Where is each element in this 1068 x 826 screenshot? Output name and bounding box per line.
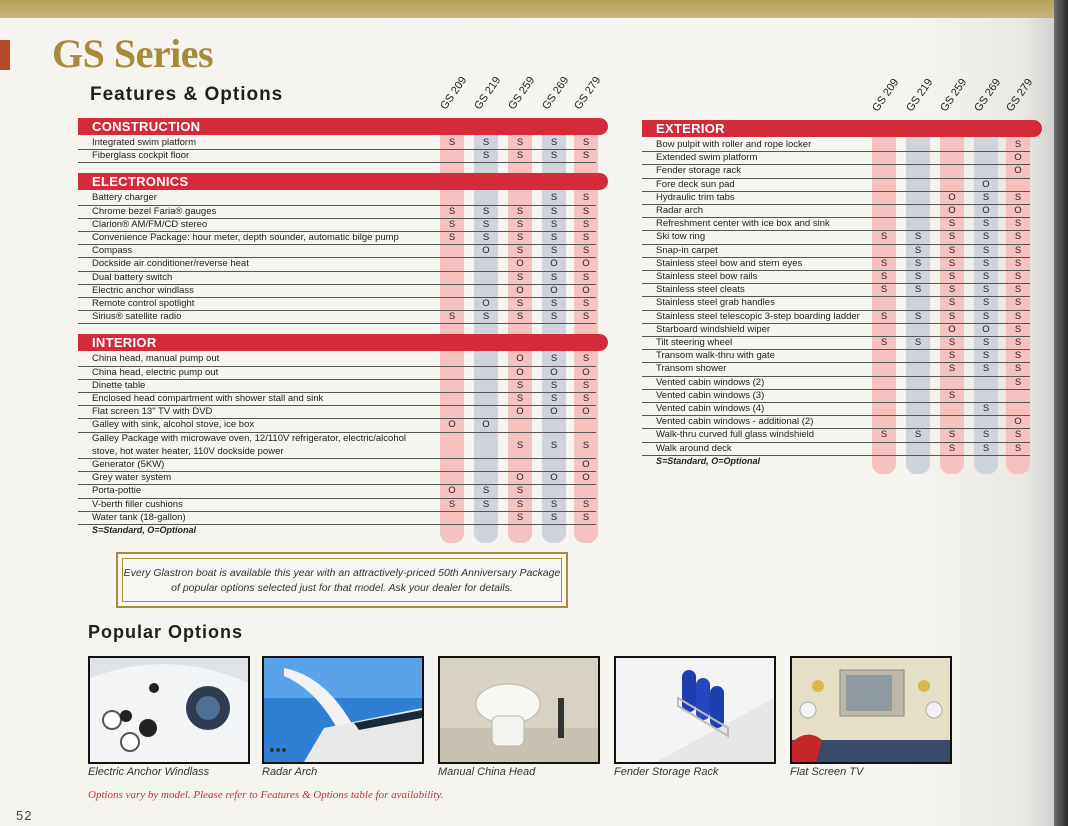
availability-cell: O xyxy=(1014,152,1022,164)
availability-cell: S xyxy=(948,231,956,243)
feature-name: Vented cabin windows (4) xyxy=(656,403,765,414)
availability-cell: S xyxy=(914,337,922,348)
availability-cell: O xyxy=(948,323,956,335)
feature-name: Transom shower xyxy=(656,363,727,375)
feature-row xyxy=(78,380,596,393)
availability-cell: S xyxy=(516,485,524,497)
feature-name: Transom walk-thru with gate xyxy=(656,350,775,362)
availability-cell: S xyxy=(582,232,590,243)
availability-cell: O xyxy=(982,178,990,190)
availability-cell: O xyxy=(516,406,524,418)
model-label: GS 279 xyxy=(1004,76,1036,114)
model-label: GS 279 xyxy=(572,74,604,112)
availability-cell: S xyxy=(914,271,922,282)
availability-cell: S xyxy=(914,231,922,243)
availability-cell: S xyxy=(582,205,590,217)
model-label: GS 219 xyxy=(472,74,504,112)
availability-cell: S xyxy=(880,271,888,282)
availability-cell: S xyxy=(582,439,590,451)
availability-cell: S xyxy=(1014,284,1022,296)
feature-row xyxy=(78,499,596,512)
feature-row xyxy=(78,472,596,485)
feature-row xyxy=(78,367,596,380)
model-label: GS 259 xyxy=(938,76,970,114)
feature-row xyxy=(642,258,1030,271)
availability-cell: O xyxy=(448,485,456,497)
availability-cell: S xyxy=(948,271,956,282)
availability-cell: O xyxy=(982,205,990,216)
availability-cell: S xyxy=(550,379,558,391)
availability-cell: S xyxy=(448,205,456,217)
feature-name: Bow pulpit with roller and rope locker xyxy=(656,139,812,150)
availability-cell: S xyxy=(550,218,558,230)
feature-name: Water tank (18-gallon) xyxy=(92,511,186,523)
availability-cell: S xyxy=(582,137,590,148)
feature-row xyxy=(642,231,1030,244)
availability-cell: S xyxy=(880,284,888,296)
model-label: GS 209 xyxy=(870,76,902,114)
availability-cell: S xyxy=(482,218,490,230)
availability-cell: O xyxy=(550,366,558,378)
availability-cell: O xyxy=(516,366,524,378)
radar-arch-photo xyxy=(262,656,424,764)
availability-cell: S xyxy=(1014,337,1022,348)
availability-cell: S xyxy=(982,297,990,309)
feature-name: Extended swim platform xyxy=(656,152,758,164)
availability-cell: S xyxy=(516,218,524,230)
availability-cell: S xyxy=(550,192,558,204)
feature-name: Hydraulic trim tabs xyxy=(656,191,735,203)
feature-name: Stainless steel cleats xyxy=(656,284,745,296)
caption-radar-arch: Radar Arch xyxy=(262,766,318,778)
feature-name: Fender storage rack xyxy=(656,165,742,177)
options-footnote: Options vary by model. Please refer to Features & Options table for availability. xyxy=(88,789,444,801)
availability-cell: S xyxy=(948,244,956,256)
feature-name: Walk-thru curved full glass windshield xyxy=(656,429,815,441)
availability-cell: S xyxy=(550,205,558,217)
feature-name: Vented cabin windows (3) xyxy=(656,389,765,401)
availability-cell: S xyxy=(1014,218,1022,230)
availability-cell: S xyxy=(582,393,590,404)
availability-cell: S xyxy=(582,498,590,510)
availability-cell: O xyxy=(1014,416,1022,428)
availability-cell: S xyxy=(914,244,922,256)
feature-row xyxy=(78,206,596,219)
binding-shadow xyxy=(1054,0,1068,826)
availability-cell: S xyxy=(914,310,922,322)
availability-cell: S xyxy=(582,379,590,391)
availability-cell: O xyxy=(550,284,558,296)
feature-row xyxy=(642,165,1030,178)
feature-name: Flat screen 13" TV with DVD xyxy=(92,406,213,418)
feature-name: China head, electric pump out xyxy=(92,366,219,378)
section-title: INTERIOR xyxy=(92,335,157,351)
feature-name: Remote control spotlight xyxy=(92,298,195,309)
availability-cell: O xyxy=(582,406,590,418)
availability-cell: S xyxy=(982,310,990,322)
feature-name: Vented cabin windows - additional (2) xyxy=(656,416,814,428)
availability-cell: S xyxy=(914,284,922,296)
availability-cell: S xyxy=(582,353,590,365)
feature-name: Refreshment center with ice box and sink xyxy=(656,218,830,230)
feature-name: Stainless steel bow rails xyxy=(656,271,758,282)
feature-row xyxy=(78,512,596,525)
availability-cell: S xyxy=(982,363,990,375)
availability-cell: O xyxy=(582,284,590,296)
availability-cell: S xyxy=(482,137,490,148)
feature-name: Galley with sink, alcohol stove, ice box xyxy=(92,419,255,431)
feature-row xyxy=(78,353,596,366)
availability-cell: S xyxy=(448,498,456,510)
availability-cell: O xyxy=(582,258,590,270)
section-title: CONSTRUCTION xyxy=(92,119,201,134)
caption-flat-screen-tv: Flat Screen TV xyxy=(790,766,864,778)
caption-anchor-windlass: Electric Anchor Windlass xyxy=(88,766,210,778)
availability-cell: S xyxy=(550,298,558,309)
availability-cell: S xyxy=(948,350,956,362)
feature-name: Stainless steel grab handles xyxy=(656,297,775,309)
feature-row xyxy=(78,192,596,205)
feature-name: Stainless steel telescopic 3-step boarding ladder xyxy=(656,310,860,322)
feature-name: Dual battery switch xyxy=(92,271,173,283)
availability-cell: S xyxy=(482,311,490,323)
feature-row xyxy=(642,297,1030,310)
availability-cell: S xyxy=(1014,442,1022,454)
availability-cell: S xyxy=(582,150,590,162)
availability-cell: S xyxy=(516,311,524,323)
availability-cell: S xyxy=(516,232,524,243)
feature-name: Starboard windshield wiper xyxy=(656,323,771,335)
availability-cell: O xyxy=(448,419,456,431)
feature-name: Dinette table xyxy=(92,379,146,391)
availability-cell: S xyxy=(914,257,922,269)
availability-cell: S xyxy=(516,298,524,309)
availability-cell: S xyxy=(448,232,456,243)
feature-name: Chrome bezel Faria® gauges xyxy=(92,205,217,217)
availability-cell: S xyxy=(880,310,888,322)
availability-cell: S xyxy=(948,218,956,230)
availability-cell: S xyxy=(880,231,888,243)
anchor-windlass-photo xyxy=(88,656,250,764)
availability-cell: O xyxy=(550,472,558,484)
availability-cell: O xyxy=(982,323,990,335)
availability-cell: S xyxy=(1014,191,1022,203)
availability-cell: S xyxy=(1014,297,1022,309)
availability-cell: S xyxy=(982,403,990,414)
availability-cell: O xyxy=(582,459,590,470)
feature-row xyxy=(78,485,596,498)
availability-cell: S xyxy=(948,442,956,454)
availability-cell: O xyxy=(482,245,490,257)
feature-name: Battery charger xyxy=(92,192,157,204)
feature-row xyxy=(642,324,1030,337)
availability-cell: S xyxy=(948,257,956,269)
feature-row xyxy=(78,311,596,324)
availability-cell: S xyxy=(448,311,456,323)
feature-row xyxy=(642,218,1030,231)
popular-options-heading: Popular Options xyxy=(88,622,244,642)
feature-row xyxy=(78,150,596,163)
availability-cell: S xyxy=(948,337,956,348)
availability-cell: S xyxy=(1014,139,1022,150)
availability-cell: S xyxy=(1014,244,1022,256)
availability-cell: S xyxy=(516,379,524,391)
feature-name: Fiberglass cockpit floor xyxy=(92,150,190,162)
availability-cell: O xyxy=(550,406,558,418)
feature-row xyxy=(78,219,596,232)
availability-cell: S xyxy=(1014,429,1022,441)
feature-name: Generator (5KW) xyxy=(92,459,165,470)
model-label: GS 269 xyxy=(972,76,1004,114)
availability-cell: O xyxy=(482,298,490,309)
availability-cell: O xyxy=(948,205,956,216)
availability-cell: O xyxy=(582,366,590,378)
feature-row xyxy=(78,406,596,419)
feature-name: Sirius® satellite radio xyxy=(92,311,182,323)
china-head-photo xyxy=(438,656,600,764)
promo-inner-border xyxy=(122,558,562,602)
availability-cell: S xyxy=(482,232,490,243)
availability-cell: S xyxy=(582,192,590,204)
availability-cell: S xyxy=(582,271,590,283)
feature-name: Clarion® AM/FM/CD stereo xyxy=(92,218,208,230)
availability-cell: O xyxy=(948,191,956,203)
feature-name: Walk around deck xyxy=(656,442,732,454)
feature-name: Stainless steel bow and stern eyes xyxy=(656,257,803,269)
availability-cell: S xyxy=(982,442,990,454)
availability-cell: S xyxy=(982,429,990,441)
availability-cell: S xyxy=(550,311,558,323)
feature-name: V-berth filler cushions xyxy=(92,498,183,510)
availability-cell: S xyxy=(550,353,558,365)
availability-cell: S xyxy=(550,245,558,257)
availability-cell: O xyxy=(516,284,524,296)
feature-row xyxy=(642,179,1030,192)
availability-cell: O xyxy=(582,472,590,484)
availability-cell: S xyxy=(948,389,956,401)
feature-row xyxy=(642,443,1030,456)
availability-cell: S xyxy=(516,271,524,283)
caption-fender-rack: Fender Storage Rack xyxy=(614,766,719,778)
flat-screen-tv-photo xyxy=(790,656,952,764)
availability-cell: S xyxy=(550,439,558,451)
feature-row xyxy=(78,285,596,298)
availability-cell: S xyxy=(550,137,558,148)
availability-cell: S xyxy=(516,498,524,510)
feature-name: Grey water system xyxy=(92,472,172,484)
feature-row xyxy=(642,284,1030,297)
anniversary-promo-box xyxy=(116,552,568,608)
availability-cell: S xyxy=(880,337,888,348)
model-label: GS 269 xyxy=(540,74,572,112)
availability-cell: S xyxy=(1014,271,1022,282)
feature-name: Vented cabin windows (2) xyxy=(656,376,765,388)
model-label: GS 219 xyxy=(904,76,936,114)
availability-cell: S xyxy=(516,393,524,404)
availability-cell: O xyxy=(516,258,524,270)
feature-name: Integrated swim platform xyxy=(92,137,197,148)
page-number: 52 xyxy=(16,808,33,823)
availability-cell: S xyxy=(582,298,590,309)
availability-cell: S xyxy=(1014,363,1022,375)
availability-cell: S xyxy=(948,284,956,296)
fender-rack-photo xyxy=(614,656,776,764)
feature-row xyxy=(78,258,596,271)
availability-cell: S xyxy=(948,297,956,309)
model-label: GS 209 xyxy=(438,74,470,112)
feature-row xyxy=(78,245,596,258)
availability-cell: S xyxy=(516,439,524,451)
feature-name: Convenience Package: hour meter, depth sounder, automatic bilge pump xyxy=(92,232,399,243)
availability-cell: S xyxy=(550,232,558,243)
legend-text: S=Standard, O=Optional xyxy=(656,455,761,466)
availability-cell: S xyxy=(1014,257,1022,269)
availability-cell: O xyxy=(516,353,524,365)
feature-row xyxy=(642,363,1030,376)
availability-cell: S xyxy=(448,218,456,230)
availability-cell: S xyxy=(1014,231,1022,243)
feature-row xyxy=(642,311,1030,324)
availability-cell: S xyxy=(516,511,524,523)
availability-cell: S xyxy=(982,337,990,348)
legend-text: S=Standard, O=Optional xyxy=(92,525,197,535)
availability-cell: S xyxy=(550,511,558,523)
model-label: GS 259 xyxy=(506,74,538,112)
page-title: GS Series xyxy=(52,31,214,76)
availability-cell: S xyxy=(582,511,590,523)
availability-cell: S xyxy=(1014,323,1022,335)
availability-cell: S xyxy=(948,429,956,441)
availability-cell: O xyxy=(1014,165,1022,177)
availability-cell: S xyxy=(982,218,990,230)
availability-cell: S xyxy=(550,498,558,510)
feature-row xyxy=(642,245,1030,258)
feature-row xyxy=(78,272,596,285)
feature-row xyxy=(78,419,596,432)
availability-cell: S xyxy=(448,137,456,148)
availability-cell: S xyxy=(982,284,990,296)
caption-china-head: Manual China Head xyxy=(438,766,536,778)
section-title: EXTERIOR xyxy=(656,121,725,136)
section-header xyxy=(642,120,1042,137)
feature-row xyxy=(642,377,1030,390)
availability-cell: S xyxy=(982,271,990,282)
availability-cell: S xyxy=(516,245,524,257)
section-title: ELECTRONICS xyxy=(92,174,189,190)
feature-name: Fore deck sun pad xyxy=(656,178,735,190)
availability-cell: S xyxy=(1014,350,1022,362)
availability-cell: S xyxy=(1014,376,1022,388)
availability-cell: S xyxy=(482,485,490,497)
availability-cell: S xyxy=(880,257,888,269)
availability-cell: S xyxy=(582,245,590,257)
availability-cell: O xyxy=(550,258,558,270)
availability-cell: S xyxy=(482,205,490,217)
availability-cell: S xyxy=(982,191,990,203)
feature-name: China head, manual pump out xyxy=(92,353,220,365)
availability-cell: S xyxy=(550,150,558,162)
top-gold-band xyxy=(0,0,1068,18)
feature-name: Porta-pottie xyxy=(92,485,142,497)
availability-cell: S xyxy=(550,393,558,404)
feature-row xyxy=(642,152,1030,165)
feature-name: Tilt steering wheel xyxy=(656,337,733,348)
feature-name: Electric anchor windlass xyxy=(92,284,194,296)
feature-name: Ski tow ring xyxy=(656,231,706,243)
section-header xyxy=(78,118,608,135)
feature-name: Enclosed head compartment with shower stall and sink xyxy=(92,393,324,404)
availability-cell: S xyxy=(582,218,590,230)
availability-cell: S xyxy=(982,231,990,243)
availability-cell: S xyxy=(482,150,490,162)
availability-cell: S xyxy=(550,271,558,283)
feature-row xyxy=(642,390,1030,403)
availability-cell: O xyxy=(1014,205,1022,216)
feature-row xyxy=(642,429,1030,442)
feature-row xyxy=(642,350,1030,363)
promo-line-2: of popular options selected just for that model. Ask your dealer for details. xyxy=(171,582,513,594)
feature-name: Radar arch xyxy=(656,205,703,216)
availability-cell: S xyxy=(982,244,990,256)
availability-cell: S xyxy=(482,498,490,510)
availability-cell: S xyxy=(880,429,888,441)
feature-row xyxy=(642,416,1030,429)
page-edge-tab xyxy=(0,40,10,70)
feature-name: Snap-in carpet xyxy=(656,244,718,256)
availability-cell: S xyxy=(516,205,524,217)
availability-cell: S xyxy=(948,310,956,322)
section-header xyxy=(78,334,608,351)
availability-cell: O xyxy=(482,419,490,431)
feature-name: Galley Package with microwave oven, 12/110V refrigerator, electric/alcohol stove, hot water heater, 110V dockside power xyxy=(92,432,407,457)
availability-cell: S xyxy=(982,350,990,362)
availability-cell: S xyxy=(582,311,590,323)
availability-cell: S xyxy=(982,257,990,269)
availability-cell: S xyxy=(516,150,524,162)
feature-name: Dockside air conditioner/reverse heat xyxy=(92,258,249,270)
feature-name: Compass xyxy=(92,245,133,257)
feature-row xyxy=(642,192,1030,205)
section-header xyxy=(78,173,608,190)
availability-cell: S xyxy=(516,137,524,148)
availability-cell: S xyxy=(1014,310,1022,322)
availability-cell: O xyxy=(516,472,524,484)
availability-cell: S xyxy=(948,363,956,375)
feature-row xyxy=(78,433,596,459)
promo-line-1: Every Glastron boat is available this year with an attractively-priced 50th Anniversary Package xyxy=(123,567,561,579)
features-options-heading: Features & Options xyxy=(90,84,284,105)
availability-cell: S xyxy=(914,429,922,441)
